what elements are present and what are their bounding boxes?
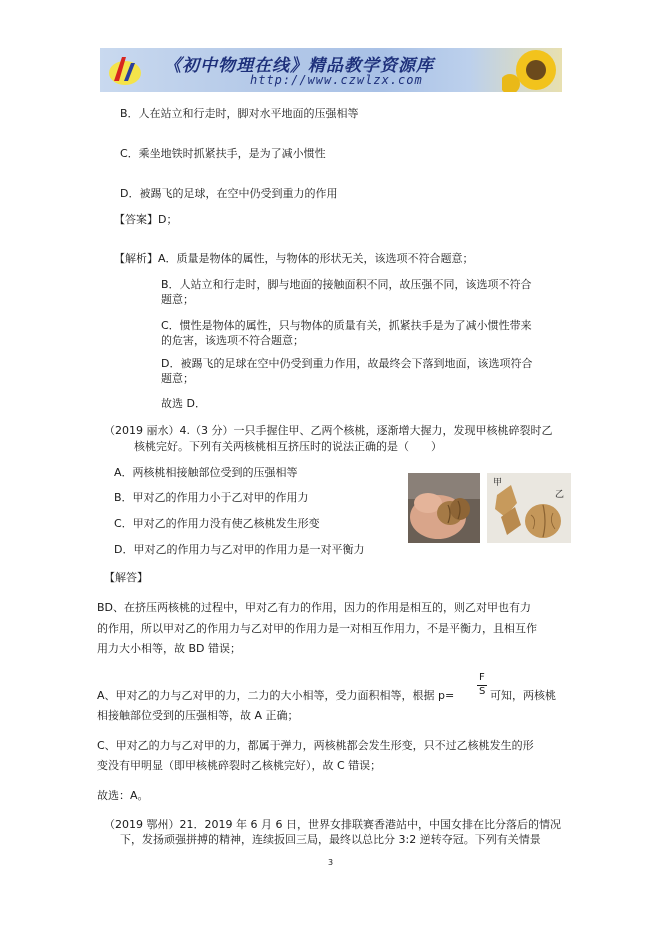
- solution-heading: 【解答】: [104, 571, 148, 584]
- solution-bd-line3: 用力大小相等，故 BD 错误；: [97, 642, 242, 655]
- solution-bd-line2: 的作用，所以甲对乙的作用力与乙对甲的作用力是一对相互作用力，不是平衡力，且相互作: [97, 622, 537, 635]
- analysis-b-line2: 题意；: [161, 293, 194, 306]
- analysis-c-line1: C．惯性是物体的属性，只与物体的质量有关，抓紧扶手是为了减小惯性带来: [161, 319, 532, 332]
- option-b: B．人在站立和行走时，脚对水平地面的压强相等: [120, 107, 359, 120]
- question-4-option-b: B．甲对乙的作用力小于乙对甲的作用力: [114, 491, 309, 504]
- solution-a-line2: 相接触部位受到的压强相等，故 A 正确；: [97, 709, 299, 722]
- page-number: 3: [327, 858, 334, 867]
- banner-title: 《初中物理在线》精品教学资源库: [164, 56, 434, 76]
- question-4-option-a: A．两核桃相接触部位受到的压强相等: [114, 466, 298, 479]
- formula-numerator: F: [479, 672, 485, 683]
- hand-holding-walnuts-photo: [408, 473, 480, 543]
- solution-bd-line1: BD、在挤压两核桃的过程中，甲对乙有力的作用，因力的作用是相互的，则乙对甲也有力: [97, 601, 532, 614]
- question-4-line1: （2019 丽水）4.（3 分）一只手握住甲、乙两个核桃，逐渐增大握力，发现甲核桃碎裂时乙: [104, 424, 553, 437]
- answer-line: 【答案】D；: [114, 213, 178, 226]
- question-4-option-d: D．甲对乙的作用力与乙对甲的作用力是一对平衡力: [114, 543, 365, 556]
- question-21-line2: 下，发扬顽强拼搏的精神，连续扳回三局，最终以总比分 3:2 逆转夺冠。下列有关情景: [120, 833, 541, 846]
- sunflower-image: [502, 48, 562, 92]
- solution-c-line2: 变没有甲明显（即甲核桃碎裂时乙核桃完好），故 C 错误；: [97, 759, 382, 772]
- analysis-d-line2: 题意；: [161, 372, 194, 385]
- solution-c-line1: C、甲对乙的力与乙对甲的力，都属于弹力，两核桃都会发生形变，只不过乙核桃发生的形: [97, 739, 534, 752]
- analysis-c-line2: 的危害，该选项不符合题意；: [161, 334, 304, 347]
- walnuts-jia-yi-photo: [487, 473, 571, 543]
- analysis-b-line1: B．人站立和行走时，脚与地面的接触面积不同，故压强不同，该选项不符合: [161, 278, 532, 291]
- solution-a-line1-end: 可知，两核桃: [490, 689, 556, 702]
- option-d: D．被踢飞的足球，在空中仍受到重力的作用: [120, 187, 338, 200]
- question-21-line1: （2019 鄂州）21．2019 年 6 月 6 日，世界女排联赛香港站中，中国女排在比分落后的情况: [104, 818, 561, 831]
- analysis-d-line1: D．被踢飞的足球在空中仍受到重力作用，故最终会下落到地面，该选项符合: [161, 357, 533, 370]
- formula-denominator: S: [479, 686, 486, 697]
- option-c: C．乘坐地铁时抓紧扶手，是为了减小惯性: [120, 147, 326, 160]
- question-4-line2: 核桃完好。下列有关两核桃相互挤压时的说法正确的是（ ）: [134, 440, 442, 453]
- banner-url[interactable]: http://www.czwlzx.com: [250, 73, 423, 87]
- site-logo: [106, 51, 144, 89]
- label-yi: 乙: [555, 490, 565, 500]
- header-banner: [100, 48, 562, 92]
- solution-a-line1: A、甲对乙的力与乙对甲的力，二力的大小相等，受力面积相等，根据 p=: [97, 689, 455, 702]
- label-jia: 甲: [493, 478, 503, 488]
- solution-conclusion: 故选：A。: [97, 789, 149, 802]
- analysis-choose: 故选 D．: [161, 397, 206, 410]
- question-4-option-c: C．甲对乙的作用力没有使乙核桃发生形变: [114, 517, 320, 530]
- analysis-a: 【解析】A．质量是物体的属性，与物体的形状无关，该选项不符合题意；: [114, 252, 474, 265]
